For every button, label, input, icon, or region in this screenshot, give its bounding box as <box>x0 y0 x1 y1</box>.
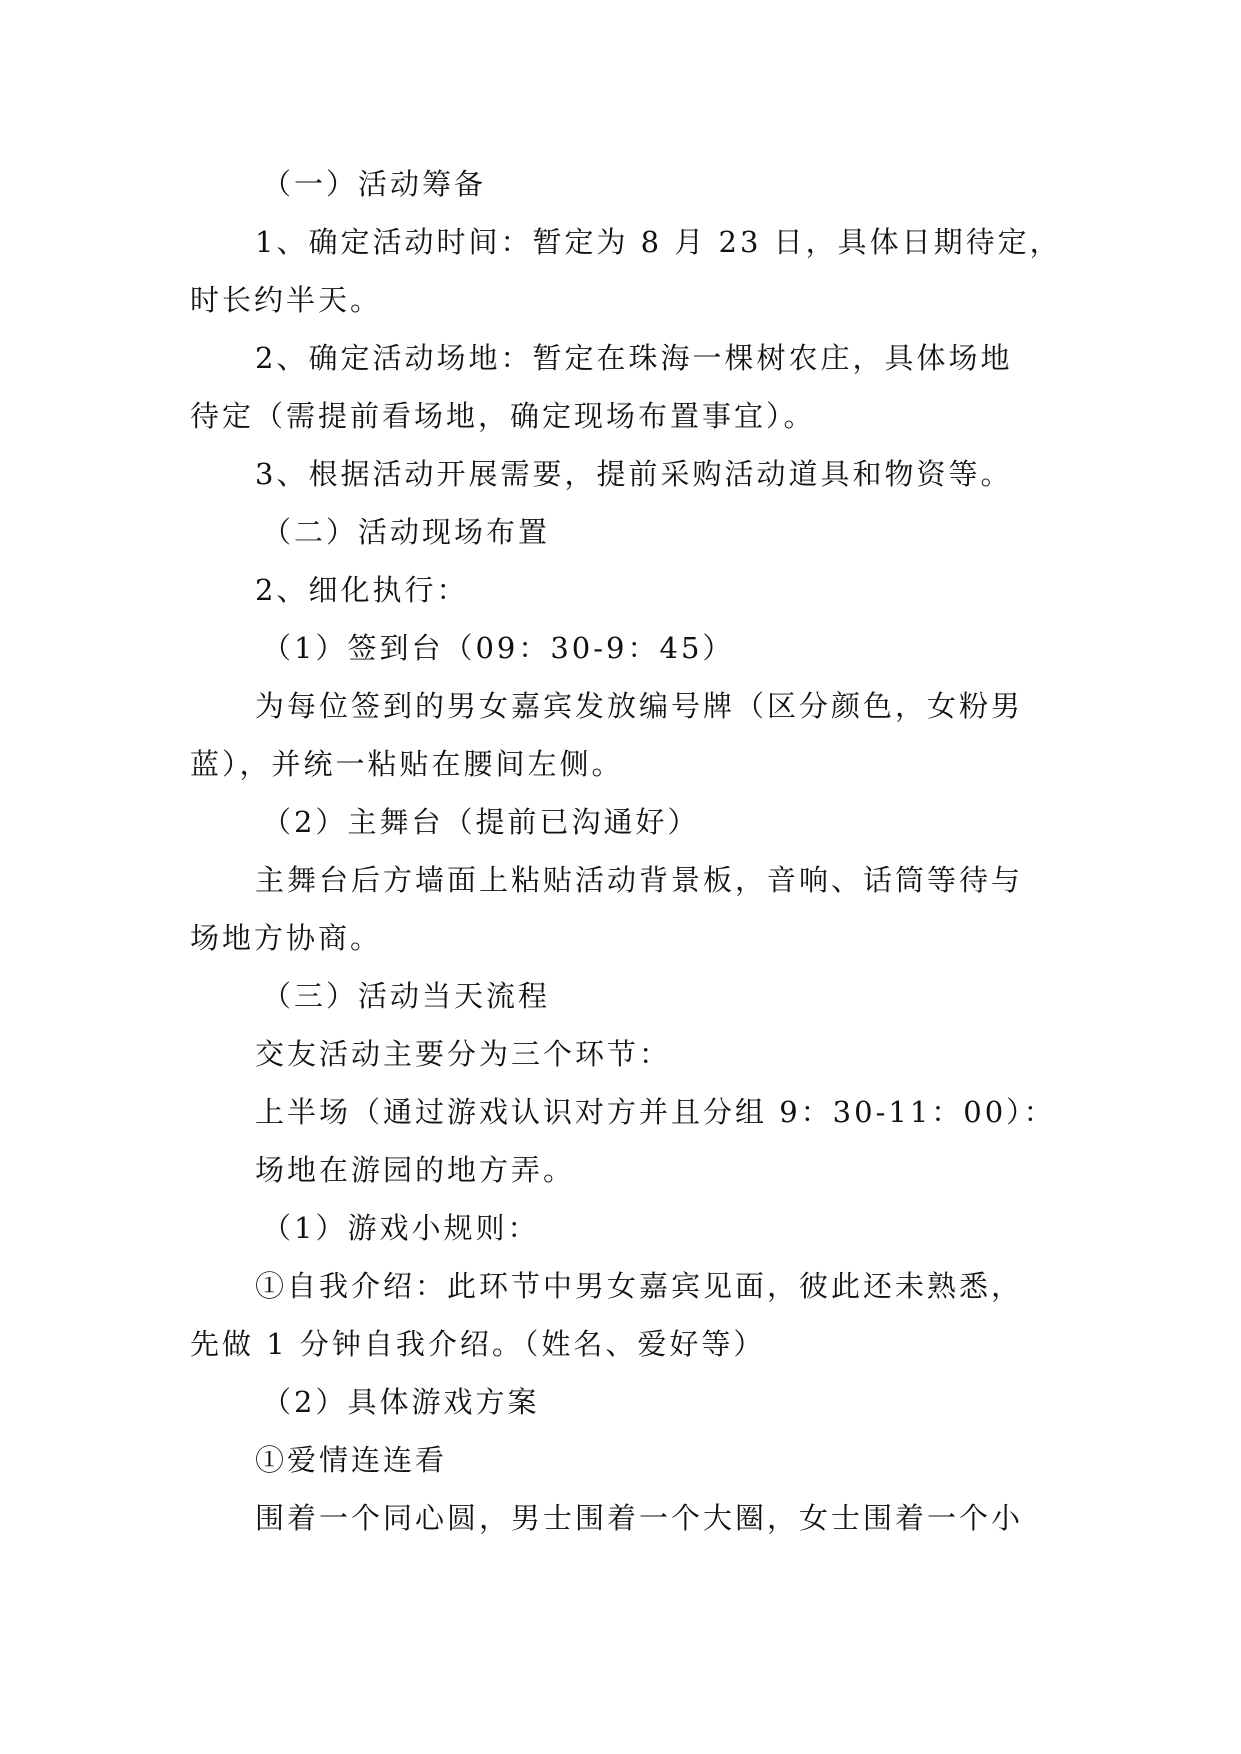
paragraph-line: 主舞台后方墙面上粘贴活动背景板，音响、话筒等待与 <box>255 863 1024 897</box>
paragraph-line: 交友活动主要分为三个环节： <box>255 1037 672 1071</box>
paragraph-line: ①自我介绍：此环节中男女嘉宾见面，彼此还未熟悉， <box>255 1269 1024 1303</box>
paragraph-line: 1、确定活动时间：暂定为 8 月 23 日，具体日期待定， <box>255 225 1062 259</box>
paragraph-line: 围着一个同心圆，男士围着一个大圈，女士围着一个小 <box>255 1501 1024 1535</box>
section-heading-day-flow: （三）活动当天流程 <box>262 979 551 1013</box>
paragraph-line: 2、细化执行： <box>255 573 469 607</box>
paragraph-line: 待定（需提前看场地，确定现场布置事宜）。 <box>190 399 816 433</box>
section-heading-venue-setup: （二）活动现场布置 <box>262 515 551 549</box>
paragraph-line: 上半场（通过游戏认识对方并且分组 9：30-11：00）： <box>255 1095 1056 1129</box>
paragraph-line: 3、根据活动开展需要，提前采购活动道具和物资等。 <box>255 457 1013 491</box>
section-heading-preparation: （一）活动筹备 <box>262 167 487 201</box>
paragraph-line: 场地在游园的地方弄。 <box>255 1153 576 1187</box>
sub-heading-main-stage: （2）主舞台（提前已沟通好） <box>262 805 700 839</box>
paragraph-line: 场地方协商。 <box>190 921 383 955</box>
paragraph-line: 先做 1 分钟自我介绍。（姓名、爱好等） <box>190 1327 766 1361</box>
paragraph-line: 蓝），并统一粘贴在腰间左侧。 <box>190 747 624 781</box>
sub-heading-signin: （1）签到台（09：30-9：45） <box>262 631 735 665</box>
sub-heading-game-rules: （1）游戏小规则： <box>262 1211 540 1245</box>
sub-heading-game-plan: （2）具体游戏方案 <box>262 1385 540 1419</box>
paragraph-line: 2、确定活动场地：暂定在珠海一棵树农庄，具体场地 <box>255 341 1013 375</box>
paragraph-line: ①爱情连连看 <box>255 1443 448 1477</box>
paragraph-line: 为每位签到的男女嘉宾发放编号牌（区分颜色，女粉男 <box>255 689 1024 723</box>
paragraph-line: 时长约半天。 <box>190 283 383 317</box>
